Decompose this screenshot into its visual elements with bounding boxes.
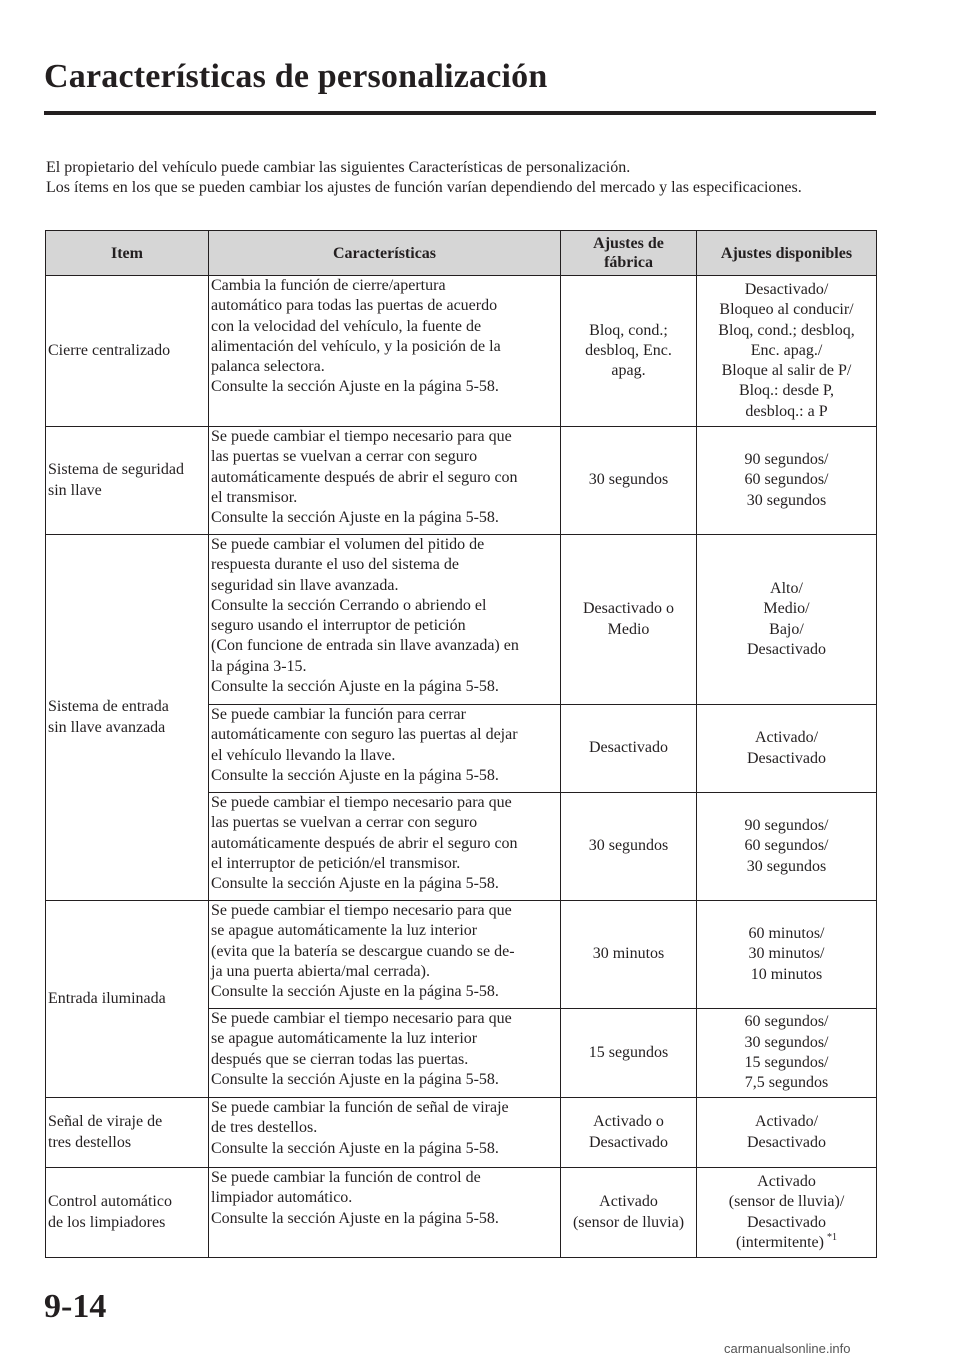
item-line: de los limpiadores <box>48 1213 166 1231</box>
available-line: Medio/ <box>763 600 810 618</box>
factory-setting-cell <box>561 1168 697 1258</box>
table-header-row <box>46 231 877 276</box>
available-line: 90 segundos/ <box>744 451 829 469</box>
footnote-marker: *1 <box>826 1232 837 1244</box>
header-factory <box>561 231 697 276</box>
desc-line: seguro usando el interruptor de petición <box>211 617 466 635</box>
available-line: 30 segundos <box>746 857 827 875</box>
desc-line: las puertas se vuelvan a cerrar con seguro <box>211 814 478 832</box>
factory-line: 30 segundos <box>588 837 669 855</box>
intro-paragraph-2: Los ítems en los que se pueden cambiar los ajustes de función varían dependiendo del mercado y las especificaciones. <box>46 179 802 196</box>
desc-line: Se puede cambiar la función de señal de viraje <box>211 1099 509 1116</box>
desc-line: automático para todas las puertas de acuerdo <box>211 297 498 315</box>
item-line: Control automático <box>48 1193 172 1211</box>
table-row <box>46 535 877 705</box>
available-line: Desactivado <box>746 640 827 658</box>
desc-line: automáticamente después de abrir el seguro con <box>211 468 518 486</box>
factory-setting-cell <box>561 793 697 901</box>
available-settings-cell <box>697 1009 877 1098</box>
item-cell <box>46 1098 209 1168</box>
item-line: Entrada iluminada <box>48 989 166 1007</box>
watermark: carmanualsonline.info <box>724 1341 851 1356</box>
header-available: Ajustes disponibles <box>697 231 877 276</box>
desc-line: se apague automáticamente la luz interior <box>211 1030 478 1048</box>
available-line: 10 minutos <box>750 965 823 983</box>
desc-line: con la velocidad del vehículo, la fuente de <box>211 317 482 335</box>
factory-line: 30 segundos <box>588 471 669 489</box>
item-line: Sistema de seguridad <box>48 461 184 479</box>
description-cell <box>209 1098 561 1168</box>
available-line: Bloqueo al conducir/ <box>719 301 854 319</box>
factory-line: Bloq, cond.; <box>589 321 668 339</box>
description-cell <box>209 705 561 793</box>
description-cell <box>209 427 561 535</box>
available-line: 15 segundos/ <box>744 1054 829 1071</box>
available-line: 30 minutos/ <box>748 945 825 963</box>
factory-line: apag. <box>611 362 646 380</box>
factory-setting-cell <box>561 705 697 793</box>
table-row <box>46 427 877 535</box>
desc-line: alimentación del vehículo, y la posición de la <box>211 337 501 355</box>
desc-line: el vehículo llevando la llave. <box>211 746 396 764</box>
available-line: 60 segundos/ <box>744 471 829 489</box>
desc-line: Consulte la sección Ajuste en la página 5-58. <box>211 766 499 784</box>
item-line: sin llave avanzada <box>48 718 166 736</box>
available-line: Activado/ <box>754 729 819 747</box>
desc-line: Consulte la sección Ajuste en la página 5-58. <box>211 509 499 527</box>
header-item: Item <box>46 231 209 276</box>
factory-setting-cell <box>561 535 697 705</box>
factory-setting-cell <box>561 276 697 427</box>
available-line: Bloque al salir de P/ <box>721 362 852 380</box>
factory-setting-cell <box>561 1098 697 1168</box>
header-features: Características <box>209 231 561 276</box>
factory-line: Medio <box>607 620 650 638</box>
desc-line: después que se cierran todas las puertas. <box>211 1050 469 1068</box>
available-line: 90 segundos/ <box>744 817 829 835</box>
item-line: Cierre centralizado <box>48 341 171 359</box>
desc-line: Se puede cambiar la función de control de <box>211 1169 481 1186</box>
desc-line: el interruptor de petición/el transmisor. <box>211 854 461 872</box>
page-title: Características de personalización <box>44 58 548 95</box>
desc-line: Consulte la sección Ajuste en la página 5-58. <box>211 1070 499 1088</box>
available-line: 30 segundos/ <box>744 1033 829 1051</box>
available-settings-cell <box>697 705 877 793</box>
desc-line: Consulte la sección Cerrando o abriendo el <box>211 596 487 614</box>
available-settings-cell <box>697 901 877 1009</box>
header-factory-line-1: Ajustes de <box>593 235 664 252</box>
table-row <box>46 1098 877 1168</box>
intro-paragraph-1: El propietario del vehículo puede cambiar las siguientes Características de personalización. <box>46 159 631 176</box>
desc-line: el transmisor. <box>211 488 298 506</box>
available-line: Bajo/ <box>769 620 804 638</box>
factory-line: (sensor de lluvia) <box>572 1213 685 1231</box>
available-line-text: (intermitente) <box>736 1233 824 1251</box>
available-line: Alto/ <box>770 579 803 597</box>
available-settings-cell <box>697 427 877 535</box>
available-line: Desactivado <box>746 1213 827 1231</box>
desc-line: palanca selectora. <box>211 358 325 376</box>
header-factory-line-2: fábrica <box>604 254 653 271</box>
factory-line: Desactivado <box>588 1133 669 1151</box>
available-line: Enc. apag./ <box>750 341 823 359</box>
intro-text <box>46 158 866 198</box>
available-settings-cell <box>697 1168 877 1258</box>
desc-line: Se puede cambiar el tiempo necesario para que <box>211 428 512 445</box>
description-cell <box>209 535 561 705</box>
available-line: (sensor de lluvia)/ <box>728 1193 845 1211</box>
desc-line: de tres destellos. <box>211 1119 318 1137</box>
factory-setting-cell <box>561 427 697 535</box>
available-line: Activado/ <box>754 1113 819 1131</box>
item-line: Sistema de entrada <box>48 698 169 716</box>
item-line: tres destellos <box>48 1133 132 1151</box>
available-line: 60 segundos/ <box>744 1013 829 1031</box>
page-number: 9-14 <box>44 1288 107 1325</box>
desc-line: limpiador automático. <box>211 1189 353 1207</box>
desc-line: seguridad sin llave avanzada. <box>211 576 399 594</box>
available-line: Desactivado <box>746 749 827 767</box>
available-line: 7,5 segundos <box>744 1074 829 1092</box>
available-settings-cell <box>697 793 877 901</box>
desc-line: Consulte la sección Ajuste en la página 5-58. <box>211 678 499 696</box>
desc-line: automáticamente con seguro las puertas al dejar <box>211 726 518 744</box>
desc-line: las puertas se vuelvan a cerrar con seguro <box>211 448 478 466</box>
desc-line: respuesta durante el uso del sistema de <box>211 556 459 574</box>
available-settings-cell <box>697 276 877 427</box>
description-cell <box>209 793 561 901</box>
available-settings-cell <box>697 1098 877 1168</box>
customization-table <box>45 230 877 1258</box>
available-line: 60 segundos/ <box>744 837 829 855</box>
description-cell <box>209 276 561 427</box>
item-cell <box>46 901 209 1098</box>
description-cell <box>209 901 561 1009</box>
factory-setting-cell <box>561 901 697 1009</box>
factory-line: 15 segundos <box>588 1043 669 1061</box>
factory-line: Activado <box>599 1193 658 1211</box>
desc-line: Se puede cambiar el tiempo necesario para que <box>211 902 512 919</box>
table-row <box>46 276 877 427</box>
description-cell <box>209 1168 561 1258</box>
table-row <box>46 1168 877 1258</box>
desc-line: automáticamente después de abrir el seguro con <box>211 834 518 852</box>
desc-line: Consulte la sección Ajuste en la página 5-58. <box>211 983 499 1001</box>
table-row <box>46 901 877 1009</box>
desc-line: Consulte la sección Ajuste en la página 5-58. <box>211 378 499 396</box>
item-cell <box>46 1168 209 1258</box>
desc-line: se apague automáticamente la luz interior <box>211 922 478 940</box>
desc-line: Consulte la sección Ajuste en la página 5-58. <box>211 875 499 893</box>
factory-setting-cell <box>561 1009 697 1098</box>
available-line: Activado <box>757 1172 816 1190</box>
desc-line: Se puede cambiar el tiempo necesario para que <box>211 1010 512 1027</box>
factory-line: 30 minutos <box>592 945 665 963</box>
item-line: Señal de viraje de <box>48 1113 163 1131</box>
available-line: Desactivado <box>746 1133 827 1151</box>
desc-line: Se puede cambiar el tiempo necesario para que <box>211 794 512 811</box>
available-line <box>699 1233 874 1253</box>
desc-line: Se puede cambiar el volumen del pitido de <box>211 536 485 553</box>
available-line: Bloq, cond.; desbloq, <box>718 321 855 339</box>
desc-line: Consulte la sección Ajuste en la página 5-58. <box>211 1209 499 1227</box>
desc-line: ja una puerta abierta/mal cerrada). <box>211 962 430 980</box>
factory-line: Desactivado o <box>582 600 675 618</box>
title-rule <box>44 111 876 115</box>
desc-line: Se puede cambiar la función para cerrar <box>211 706 466 723</box>
description-cell <box>209 1009 561 1098</box>
factory-line: Desactivado <box>588 739 669 757</box>
item-cell <box>46 535 209 901</box>
desc-line: la página 3-15. <box>211 657 307 675</box>
desc-line: (Con funcione de entrada sin llave avanzada) en <box>211 637 519 655</box>
available-line: desbloq.: a P <box>745 402 828 420</box>
available-line: 30 segundos <box>746 491 827 509</box>
item-line: sin llave <box>48 481 102 499</box>
factory-line: desbloq, Enc. <box>585 341 672 359</box>
available-line: Desactivado/ <box>744 280 829 298</box>
available-line: 60 minutos/ <box>748 925 825 943</box>
item-cell <box>46 276 209 427</box>
available-settings-cell <box>697 535 877 705</box>
desc-line: (evita que la batería se descargue cuando se de- <box>211 942 515 960</box>
desc-line: Consulte la sección Ajuste en la página 5-58. <box>211 1139 499 1157</box>
desc-line: Cambia la función de cierre/apertura <box>211 277 446 294</box>
factory-line: Activado o <box>593 1113 664 1131</box>
item-cell <box>46 427 209 535</box>
available-line: Bloq.: desde P, <box>738 382 835 400</box>
